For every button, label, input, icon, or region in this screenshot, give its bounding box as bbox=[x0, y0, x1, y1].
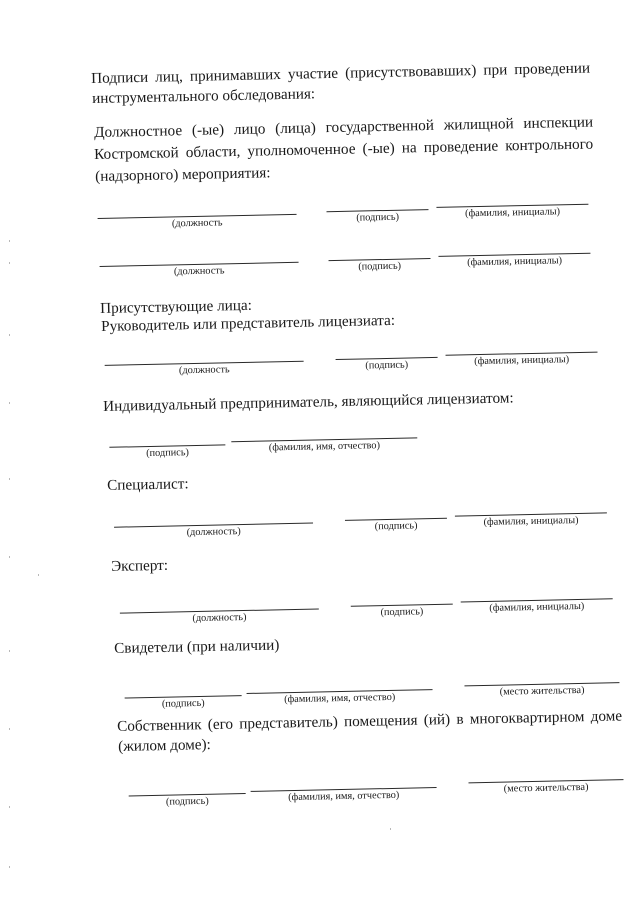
present-heading: Присутствующие лица: bbox=[100, 296, 253, 317]
licensee-heading: Руководитель или представитель лицензиата: bbox=[101, 311, 396, 335]
official-2-name-caption: (фамилия, инициалы) bbox=[467, 255, 563, 269]
official-2-signature-caption: (подпись) bbox=[358, 260, 402, 273]
official-1-position-caption: (должность bbox=[171, 217, 223, 230]
specialist-name-caption: (фамилия, инициалы) bbox=[483, 515, 579, 528]
official-1-signature-caption: (подпись) bbox=[356, 211, 400, 224]
specialist-heading: Специалист: bbox=[107, 475, 189, 494]
owner-signature-caption: (подпись) bbox=[165, 795, 209, 808]
official-1-name-caption: (фамилия, инициалы) bbox=[464, 206, 561, 220]
owner-name-caption: (фамилия, имя, отчество) bbox=[288, 789, 400, 804]
licensee-name-caption: (фамилия, инициалы) bbox=[474, 354, 570, 368]
witnesses-heading: Свидетели (при наличии) bbox=[114, 636, 280, 657]
licensee-position-caption: (должность bbox=[178, 364, 230, 377]
entrepreneur-heading: Индивидуальный предприниматель, являющийся лицензиатом: bbox=[103, 389, 514, 415]
official-line-2: Костромской области, уполномоченное (-ые) на проведение контрольного bbox=[94, 135, 594, 163]
entrepreneur-name-caption: (фамилия, имя, отчество) bbox=[268, 440, 381, 454]
official-2-position-caption: (должность bbox=[173, 265, 225, 278]
intro-line-1: Подписи лиц, принимавших участие (присутствовавших) при проведении bbox=[91, 59, 591, 87]
expert-signature-caption: (подпись) bbox=[380, 606, 424, 619]
owner-line-2: (жилом доме): bbox=[118, 736, 211, 755]
expert-position-caption: (должность) bbox=[192, 611, 247, 625]
specialist-signature-caption: (подпись) bbox=[374, 520, 418, 533]
intro-line-2: инструментального обследования: bbox=[92, 85, 316, 107]
owner-line-1: Собственник (его представитель) помещения (ий) в многоквартирном доме bbox=[117, 707, 623, 735]
witness-name-caption: (фамилия, имя, отчество) bbox=[284, 691, 396, 706]
expert-name-caption: (фамилия, инициалы) bbox=[489, 600, 585, 614]
owner-residence-caption: (место жительства) bbox=[503, 781, 589, 795]
licensee-signature-caption: (подпись) bbox=[365, 359, 409, 372]
entrepreneur-signature-caption: (подпись) bbox=[146, 447, 190, 460]
witness-signature-caption: (подпись) bbox=[161, 697, 205, 710]
specialist-position-caption: (должность) bbox=[186, 526, 241, 539]
witness-residence-caption: (место жительства) bbox=[499, 684, 585, 698]
official-line-3: (надзорного) мероприятия: bbox=[95, 164, 271, 185]
expert-heading: Эксперт: bbox=[111, 556, 169, 575]
official-line-1: Должностное (-ые) лицо (лица) государственной жилищной инспекции bbox=[94, 113, 594, 141]
